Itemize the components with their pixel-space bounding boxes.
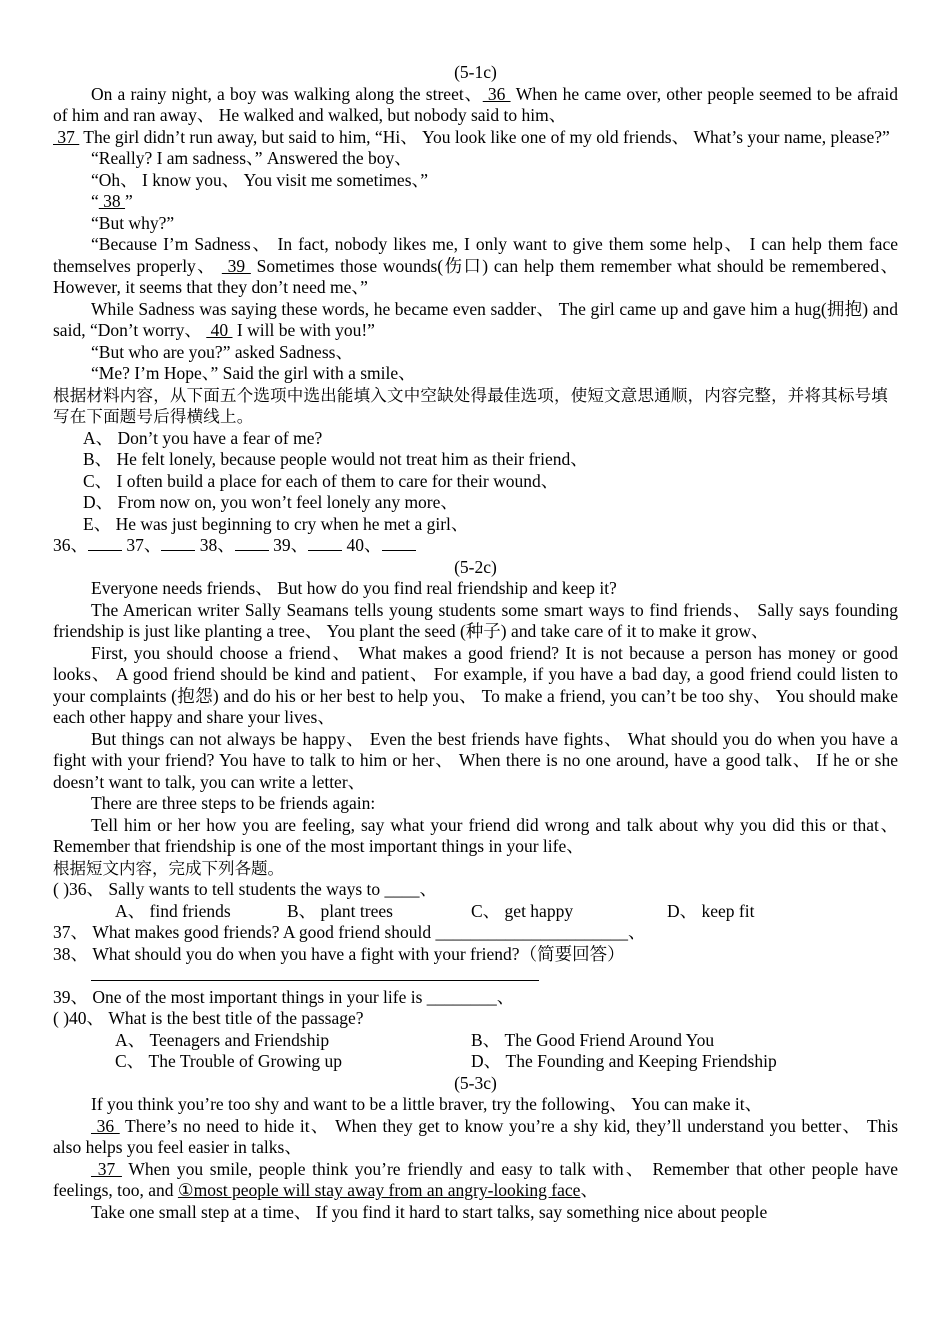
answer-line-38[interactable]	[235, 536, 269, 551]
section-header-5-1c: (5-1c)	[454, 62, 497, 82]
passage3-paragraph: Take one small step at a time、 If you find it hard to start talks, say something nice about people	[91, 1201, 768, 1222]
answer-label-40: 40、	[346, 535, 382, 555]
option-c: C、 I often build a place for each of them to care for their wound、	[83, 470, 559, 491]
blank-40: 40	[206, 320, 233, 340]
question-40-options	[115, 1030, 898, 1073]
document-page	[53, 62, 898, 1223]
q40-option-c[interactable]: C、 The Trouble of Growing up	[115, 1051, 343, 1071]
q36-option-c[interactable]: C、 get happy	[471, 900, 574, 921]
passage1-paragraph	[53, 234, 898, 299]
option-a: A、 Don’t you have a fear of me?	[83, 427, 323, 448]
answer-line-38[interactable]	[91, 966, 539, 981]
passage-text: While Sadness was saying these words, he became even sadder、 The girl came up and gave him a hug(拥抱) and said, “Don’t worry、	[53, 298, 898, 340]
passage-text: When he came over, other people seemed to be afraid of him and ran away、 He walked and walked, but nobody said to him、	[53, 83, 899, 125]
passage3-paragraph	[53, 1159, 898, 1202]
passage2-paragraph: But things can not always be happy、 Even the best friends have fights、 What should you do when you have a fight with your friend? You have to talk to him or her、 When there is no one around, have a good talk、 If he or she doesn’t want to talk, you can write a letter、	[53, 728, 898, 792]
dialogue-line: “But why?”	[91, 212, 175, 233]
question-37: 37、 What makes good friends? A good friend should ______________________、	[53, 922, 646, 942]
answer-line-39[interactable]	[308, 536, 342, 551]
passage3-paragraph: If you think you’re too shy and want to be a little braver, try the following、 You can make it、	[91, 1094, 763, 1114]
question-40: ( )40、 What is the best title of the passage?	[53, 1008, 364, 1028]
question-39: 39、 One of the most important things in your life is ________、	[53, 986, 515, 1007]
passage2-paragraph: Tell him or her how you are feeling, say what your friend did wrong and talk about why you did this or that、 Remember that friendship is one of the most important things in your life、	[53, 814, 898, 856]
answer-label-39: 39、	[273, 535, 309, 555]
passage1-paragraph	[53, 84, 898, 127]
q40-option-b[interactable]: B、 The Good Friend Around You	[471, 1029, 715, 1050]
question-38-answer	[53, 965, 898, 987]
passage-text: “	[91, 191, 99, 211]
answer-label-37: 37、	[126, 535, 162, 555]
dialogue-line: “Me? I’m Hope、” Said the girl with a smile、	[91, 363, 416, 383]
answer-row	[53, 535, 898, 557]
answer-line-37[interactable]	[161, 536, 195, 551]
section-header-5-2c: (5-2c)	[454, 556, 497, 577]
q36-option-b[interactable]: B、 plant trees	[287, 900, 393, 921]
option-b: B、 He felt lonely, because people would not treat him as their friend、	[83, 449, 588, 469]
option-d: D、 From now on, you won’t feel lonely any more、	[83, 492, 458, 512]
passage-text: There’s no need to hide it、 When they get to know you’re a shy kid, they’ll understand you better、 This also helps you feel easier in talks、	[53, 1115, 899, 1157]
passage2-paragraph: There are three steps to be friends again:	[91, 793, 376, 813]
dialogue-line	[53, 191, 898, 213]
answer-label-38: 38、	[199, 535, 235, 555]
passage-text: When you smile, people think you’re friendly and easy to talk with、 Remember that other people have feelings, too, and	[53, 1158, 898, 1200]
answer-line-40[interactable]	[382, 536, 416, 551]
blank-39: 39	[221, 255, 251, 276]
dialogue-line: “Oh、 I know you、 You visit me sometimes、”	[91, 169, 429, 190]
answer-label-36: 36、	[53, 535, 88, 555]
q40-option-d[interactable]: D、 The Founding and Keeping Friendship	[471, 1051, 777, 1071]
passage3-paragraph	[53, 1116, 898, 1159]
blank-36: 36	[91, 1115, 120, 1136]
passage-text: The girl didn’t run away, but said to him, “Hi、 You look like one of my old friends、 What’s your name, please?”	[79, 126, 890, 147]
passage1-paragraph	[53, 299, 898, 342]
passage-text: On a rainy night, a boy was walking along the street、	[91, 83, 483, 104]
passage1-paragraph	[53, 127, 898, 149]
passage-text: “Because I’m Sadness、 In fact, nobody likes me, I only want to give them some help、 I can help them face themselves properly、	[53, 234, 898, 276]
answer-line-36[interactable]	[88, 536, 122, 551]
passage-text: ”	[125, 191, 133, 211]
blank-36: 36	[482, 83, 511, 104]
blank-38: 38	[98, 191, 126, 211]
dialogue-line: “But who are you?” asked Sadness、	[91, 341, 353, 362]
question-38: 38、 What should you do when you have a fight with your friend?（简要回答）	[53, 943, 625, 964]
section-header-5-3c: (5-3c)	[454, 1072, 497, 1093]
passage2-paragraph: The American writer Sally Seamans tells young students some smart ways to find friends、 Sally says founding friendship is just like planting a tree、 You plant the seed (种子) and take care of it to make it grow、	[53, 599, 898, 641]
q36-option-d[interactable]: D、 keep fit	[667, 900, 755, 921]
q40-option-a[interactable]: A、 Teenagers and Friendship	[115, 1029, 330, 1050]
question-36-options	[115, 901, 898, 923]
passage-text: I will be with you!”	[232, 320, 375, 340]
passage2-paragraph: First, you should choose a friend、 What makes a good friend? It is not because a person has money or good looks、 A good friend should be kind and patient、 For example, if you have a bad day, a good friend could listen to your complaints (抱怨) and do his or her best to help you、 To make a friend, you can’t be too shy、 You should make each other happy and share your lives、	[53, 642, 898, 727]
passage-text: 、	[580, 1180, 598, 1200]
passage-text: Sometimes those wounds(伤口) can help them remember what should be remembered、 However, it seems that they don’t need me、”	[53, 255, 899, 297]
dialogue-line: “Really? I am sadness、” Answered the boy、	[91, 148, 412, 168]
blank-37: 37	[53, 126, 80, 147]
instruction-text: 根据短文内容，完成下列各题。	[53, 858, 284, 878]
underlined-sentence-1: ①most people will stay away from an angry-looking face	[177, 1180, 581, 1200]
passage2-paragraph: Everyone needs friends、 But how do you find real friendship and keep it?	[91, 578, 617, 598]
instruction-text: 根据材料内容，从下面五个选项中选出能填入文中空缺处得最佳选项，使短文意思通顺，内容完整，并将其标号填写在下面题号后得横线上。	[53, 385, 888, 426]
q36-option-a[interactable]: A、 find friends	[115, 900, 231, 921]
question-36: ( )36、 Sally wants to tell students the ways to ____、	[53, 879, 437, 899]
blank-37: 37	[91, 1158, 122, 1179]
option-e: E、 He was just beginning to cry when he met a girl、	[83, 513, 469, 534]
